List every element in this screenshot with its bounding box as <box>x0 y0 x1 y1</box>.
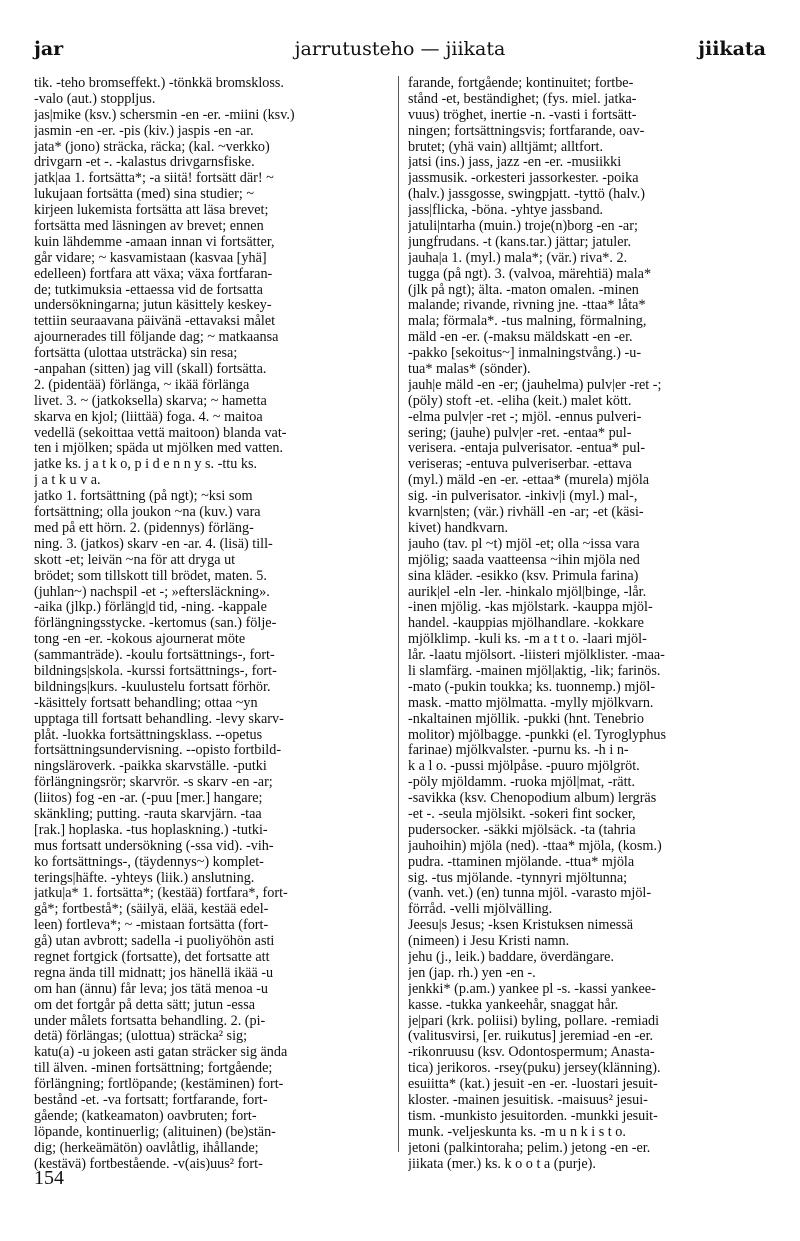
text-line: Jeesu|s Jesus; -ksen Kristuksen nimessä <box>408 918 634 934</box>
text-line: j a t k u v a. <box>34 473 101 489</box>
text-line: (jlk på ngt); älta. -maton omalen. -minen <box>408 282 639 298</box>
text-line: -pakko [sekoitus~] inmalningstvång.) -u- <box>408 346 642 362</box>
text-line: terings|häfte. -yhteys (liik.) anslutning. <box>34 870 255 886</box>
text-line: mala; förmala*. -tus malning, förmalning, <box>408 314 647 330</box>
text-line: förlängning; fortlöpande; (kestäminen) fort- <box>34 1077 284 1093</box>
text-line: mus fortsatt undersökning (-ssa vid). -vih- <box>34 838 274 854</box>
text-line: esuiitta* (kat.) jesuit -en -er. -luostari jesuit- <box>408 1077 658 1093</box>
text-line: ajournerades till följande dag; ~ matkaansa <box>34 330 279 346</box>
text-line: (halv.) jassgosse, swingpjatt. -tyttö (halv.) <box>408 187 645 203</box>
text-line: kvarn|sten; (vär.) rivhäll -en -ar; -et (käsi- <box>408 505 644 521</box>
text-line: dig; (herkeämätön) oavlåtlig, ihållande; <box>34 1140 259 1156</box>
text-line: leen) fortleva*; ~ -mistaan fortsätta (fort- <box>34 918 269 934</box>
header-title: jarrutusteho — jiikata <box>294 38 506 60</box>
text-line: till älven. -minen fortsättning; fortgående; <box>34 1061 273 1077</box>
text-line: de; tutkimuksia -ettaessa vid de fortsatta <box>34 282 263 298</box>
text-line: jatsi (ins.) jass, jazz -en -er. -musiikki <box>408 155 622 171</box>
text-line: detä) förlängas; (ulottua) sträcka² sig; <box>34 1029 248 1045</box>
text-line: plåt. -luokka fortsättningsklass. --opetus <box>34 727 263 743</box>
text-line: -aika (jlkp.) förläng|d tid, -ning. -kappale <box>34 600 267 616</box>
text-line: förlängningsrör; skarvrör. -s skarv -en -ar; <box>34 775 273 791</box>
text-line: jatke ks. j a t k o, p i d e n n y s. -ttu ks. <box>34 457 258 473</box>
text-line: jauho (tav. pl ~t) mjöl -et; olla ~issa vara <box>408 536 640 552</box>
text-line: fortsätta med läsningen av brevet; ennen <box>34 219 264 235</box>
text-line: jas|mike (ksv.) schersmin -en -er. -miini (ksv.) <box>34 107 295 123</box>
header-left-word: jar <box>34 38 64 60</box>
page-header <box>34 38 766 66</box>
left-column <box>34 76 400 1172</box>
text-line: regnet fortgick (fortsatte), det fortsatte att <box>34 949 270 965</box>
text-line: går vidare; ~ kasvamistaan (kasvaa [yhä] <box>34 250 267 266</box>
right-column <box>408 76 774 1172</box>
text-line: jauhoihin) mjöla (ned). -ttaa* mjöla, (kosm.) <box>408 838 662 854</box>
text-line: (myl.) mäld -en -er. -ettaa* (murela) mjöla <box>408 473 650 489</box>
text-line: fortsättning; olla joukon ~na (kuv.) vara <box>34 505 261 521</box>
text-line: stånd -et, beständighet; (fys. miel. jatka- <box>408 91 637 107</box>
text-line: jatk|aa 1. fortsätta*; -a siitä! fortsätt där! ~ <box>34 171 274 187</box>
text-line: mjölig; saada vaatteensa ~ihin mjöla ned <box>408 552 640 568</box>
text-line: farande, fortgående; kontinuitet; fortbe- <box>408 76 634 91</box>
text-line: ningen; fortsättningsvis; fortfarande, oav- <box>408 123 645 139</box>
text-line: gående; (katkeamaton) oavbruten; fort- <box>34 1108 257 1124</box>
text-line: sig. -in pulverisator. -inkiv|i (myl.) mal-, <box>408 489 638 505</box>
text-line: farinae) mjölkvalster. -purnu ks. -h i n- <box>408 743 629 759</box>
text-line: ningsläroverk. -paikka skarvställe. -putki <box>34 759 267 775</box>
text-line: k a l o. -pussi mjölpåse. -puuro mjölgröt. <box>408 759 640 775</box>
text-line: jiikata (mer.) ks. k o o t a (purje). <box>408 1156 596 1172</box>
text-line: fortsättningsundervisning. --opisto fortbild- <box>34 743 282 759</box>
text-line: aurik|el -eln -ler. -hinkalo mjöl|binge, -lår. <box>408 584 647 600</box>
text-line: kivet) handkvarn. <box>408 520 509 536</box>
text-line: pudra. -ttaminen mjölande. -ttua* mjöla <box>408 854 635 870</box>
text-line: löpande, kontinuerlig; (alituinen) (be)stän- <box>34 1124 276 1140</box>
text-line: regna ända till midnatt; jos hänellä ikää -u <box>34 965 274 981</box>
text-line: skott -et; leivän ~na för att dryga ut <box>34 552 236 568</box>
text-line: kloster. -mainen jesuitisk. -maisuus² jesui- <box>408 1093 648 1108</box>
text-line: (sammanträde). -koulu fortsättnings-, fort- <box>34 648 275 664</box>
text-line: jenkki* (p.am.) yankee pl -s. -kassi yankee- <box>408 981 656 997</box>
text-line: jassmusik. -orkesteri jassorkester. -poika <box>408 171 639 187</box>
column-divider <box>398 76 399 1152</box>
text-line: sina kläder. -esikko (ksv. Primula farina) <box>408 568 639 584</box>
text-line: edelleen) fortfara att växa; växa fortfaran- <box>34 266 273 282</box>
text-line: sig. -tus mjölande. -tynnyri mjöltunna; <box>408 870 628 886</box>
text-line: (nimeen) i Jesu Kristi namn. <box>408 934 570 950</box>
text-line: ning. 3. (jatkos) skarv -en -ar. 4. (lisä) till- <box>34 536 273 552</box>
text-line: [rak.] hoplaska. -tus hoplaskning.) -tutki- <box>34 822 268 838</box>
text-line: -mato (-pukin toukka; ks. tuonnemp.) mjöl- <box>408 679 656 695</box>
text-line: jehu (j., leik.) baddare, överdängare. <box>408 949 615 965</box>
text-line: (liitos) fog -en -ar. (-puu [mer.] hangare; <box>34 791 263 807</box>
text-line: ten i mjölken; späda ut mjölken med vatten. <box>34 441 284 457</box>
text-line: tong -en -er. -kokous ajournerat möte <box>34 632 246 648</box>
text-line: tettiin seuraavana päivänä -ettavaksi målet <box>34 314 276 330</box>
text-line: vedellä (sekoittaa vettä maitoon) blanda vat- <box>34 425 287 441</box>
text-line: lukujaan fortsätta (med) sina studier; ~ <box>34 187 255 203</box>
text-line: skarva en kjol; (liittää) foga. 4. ~ maitoa <box>34 409 263 425</box>
text-line: gå*; fortbestå*; (säilyä, elää, kestää edel- <box>34 902 269 918</box>
text-line: fortsätta (ulottaa utsträcka) sin resa; <box>34 346 238 362</box>
text-line: förlängningsstycke. -kertomus (san.) följe- <box>34 616 277 632</box>
text-line: jauh|e mäld -en -er; (jauhelma) pulv|er -ret -; <box>408 377 662 393</box>
text-line: 2. (pidentää) förlänga, ~ ikää förlänga <box>34 377 250 393</box>
text-line: brutet; (yhä vain) alltjämt; alltfort. <box>408 139 604 155</box>
text-line: -rikonruusu (ksv. Odontospermum; Anasta- <box>408 1045 655 1061</box>
text-line: jauha|a 1. (myl.) mala*; (vär.) riva*. 2. <box>408 250 628 266</box>
text-line: jatku|a* 1. fortsätta*; (kestää) fortfara*, fort- <box>34 886 288 902</box>
text-line: brödet; som tillskott till brödet, maten. 5. <box>34 568 267 584</box>
text-line: jata* (jono) sträcka, räcka; (kal. ~verkko) <box>34 139 270 155</box>
text-line: -nkaltainen mjöllik. -pukki (hnt. Tenebrio <box>408 711 644 727</box>
text-line: sering; (jauhe) pulv|er -ret. -entaa* pul- <box>408 425 632 441</box>
text-line: (vanh. vet.) (en) tunna mjöl. -varasto mjöl- <box>408 886 652 902</box>
text-line: tik. -teho bromseffekt.) -tönkkä bromskloss. <box>34 76 284 91</box>
text-line: tua* malas* (sönder). <box>408 362 531 378</box>
text-line: gå) utan avbrott; sadella -i puoliyöhön asti <box>34 934 275 950</box>
text-line: undersökningarna; jutun käsittely keskey- <box>34 298 272 314</box>
text-line: (juhlan~) nachspil -et -; »eftersläckning». <box>34 584 270 600</box>
text-line: bestånd -et. -va fortsatt; fortfarande, fort- <box>34 1093 268 1108</box>
text-line: jen (jap. rh.) yen -en -. <box>408 965 536 981</box>
text-line: -anpahan (sitten) jag vill (skall) fortsätta. <box>34 362 267 378</box>
text-line: (kestävä) fortbestående. -v(ais)uus² fort- <box>34 1156 263 1172</box>
text-line: -savikka (ksv. Chenopodium album) lergräs <box>408 791 657 807</box>
text-line: kirjeen lukemista fortsätta att läsa brevet; <box>34 203 269 219</box>
text-line: ko fortsättnings-, (täydennys~) komplet- <box>34 854 264 870</box>
text-line: jatuli|ntarha (muin.) troje(n)borg -en -ar; <box>408 219 638 235</box>
text-line: kasse. -tukka yankeehår, snaggat hår. <box>408 997 619 1013</box>
text-line: munk. -veljeskunta ks. -m u n k i s t o. <box>408 1124 626 1140</box>
text-line: -elma pulv|er -ret -; mjöl. -ennus pulveri- <box>408 409 642 425</box>
text-line: tica) jerikoros. -rsey(puku) jersey(klänning). <box>408 1061 661 1077</box>
text-line: je|pari (krk. poliisi) byling, pollare. -remiadi <box>408 1013 660 1029</box>
text-line: malande; rivande, rivning jne. -ttaa* låta* <box>408 298 646 314</box>
text-line: vuus) tröghet, inertie -n. -vasti i fortsätt- <box>408 107 637 123</box>
text-line: -pöly mjöldamm. -ruoka mjöl|mat, -rätt. <box>408 775 636 791</box>
text-line: mäld -en -er. (-maksu mäldskatt -en -er. <box>408 330 633 346</box>
text-line: -et -. -seula mjölsikt. -sokeri fint socker, <box>408 806 636 822</box>
text-line: om han (ännu) får leva; jos tätä menoa -u <box>34 981 269 997</box>
text-line: (valitusvirsi, [er. ruikutus] jeremiad -en -er. <box>408 1029 654 1045</box>
text-line: skänkling; putting. -rauta skarvjärn. -taa <box>34 806 262 822</box>
text-line: jatko 1. fortsättning (på ngt); ~ksi som <box>34 489 253 505</box>
text-line: om det fortgår på detta sätt; jutun -essa <box>34 997 256 1013</box>
text-line: jungfrudans. -t (kans.tar.) jättar; jatuler. <box>408 234 631 250</box>
text-line: mask. -matto mjölmatta. -mylly mjölkvarn. <box>408 695 654 711</box>
text-line: kuin lähdemme -amaan innan vi fortsätter, <box>34 234 275 250</box>
text-line: -valo (aut.) stoppljus. <box>34 91 156 107</box>
text-line: lår. -laatu mjölsort. -liisteri mjölklister. -maa- <box>408 648 665 664</box>
text-line: mjölklimp. -kuli ks. -m a t t o. -laari mjöl- <box>408 632 647 648</box>
text-line: med på ett hörn. 2. (pidennys) förläng- <box>34 520 254 536</box>
text-line: tugga (på ngt). 3. (valvoa, märehtiä) mala* <box>408 266 652 282</box>
text-line: molitor) mjölbagge. -punkki (el. Tyroglyphus <box>408 727 667 743</box>
text-line: drivgarn -et -. -kalastus drivgarnsfiske. <box>34 155 255 171</box>
header-right-word: jiikata <box>698 38 766 60</box>
text-line: -käsittely fortsatt behandling; ottaa ~yn <box>34 695 258 711</box>
text-line: handel. -kauppias mjölhandlare. -kokkare <box>408 616 644 632</box>
text-line: jasmin -en -er. -pis (kiv.) jaspis -en -ar. <box>34 123 254 139</box>
text-line: pudersocker. -säkki mjölsäck. -ta (tahria <box>408 822 636 838</box>
text-line: li slamfärg. -mainen mjöl|aktig, -lik; farinös. <box>408 663 661 679</box>
page-number: 154 <box>34 1167 64 1189</box>
text-line: (pöly) stoft -et. -eliha (keit.) malet kött. <box>408 393 632 409</box>
text-line: bildnings|skola. -kurssi fortsättnings-, fort- <box>34 663 277 679</box>
text-line: katu(a) -u jokeen asti gatan sträcker sig ända <box>34 1045 288 1061</box>
text-line: upptaga till fortsatt behandling. -levy skarv- <box>34 711 284 727</box>
text-line: jass|flicka, -böna. -yhtye jassband. <box>408 203 604 219</box>
text-line: livet. 3. ~ (jatkoksella) skarva; ~ hametta <box>34 393 267 409</box>
text-line: tism. -munkisto jesuitorden. -munkki jesuit- <box>408 1108 658 1124</box>
text-line: under målets fortsatta behandling. 2. (pi- <box>34 1013 266 1029</box>
text-line: jetoni (palkintoraha; pelim.) jetong -en -er. <box>408 1140 651 1156</box>
text-line: -inen mjölig. -kas mjölstark. -kauppa mjöl- <box>408 600 653 616</box>
text-line: bildnings|kurs. -kuulustelu fortsatt förhör. <box>34 679 271 695</box>
text-line: förråd. -velli mjölvälling. <box>408 902 553 918</box>
text-line: verisera. -entaja pulverisator. -entua* pul- <box>408 441 646 457</box>
text-line: veriseras; -entuva pulveriserbar. -ettava <box>408 457 632 473</box>
